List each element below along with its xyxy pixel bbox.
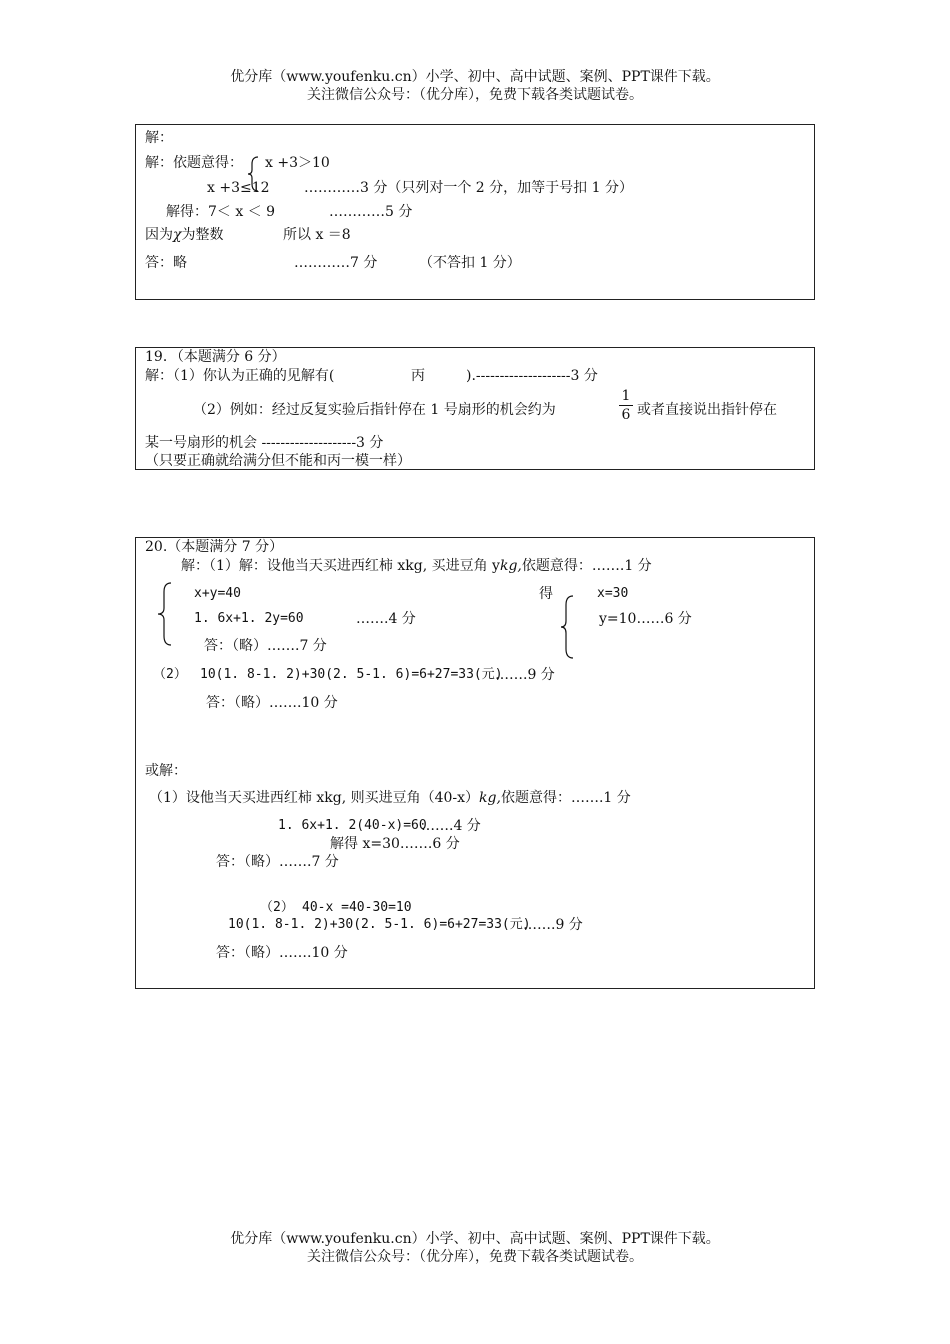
- q20-setup: 解：（1）解：设他当天买进西红柿 xkg, 买进豆角 ykg,依题意得：…….1 分: [181, 558, 652, 574]
- q20-alt-part2-calc: 40-x =40-30=10: [302, 900, 412, 915]
- q18-solution: 解得：7＜ x ＜ 9: [166, 204, 276, 220]
- q20-part2-label: （2）: [153, 667, 187, 682]
- q20-alt-answer-7: 答：（略）…….7 分: [216, 854, 339, 870]
- q20-system-eq1: x+y=40: [194, 586, 241, 601]
- q20-de: 得: [539, 586, 553, 602]
- left-brace-icon: [157, 582, 175, 646]
- left-brace-icon: [560, 595, 576, 659]
- q18-answer: 答：略: [145, 255, 187, 271]
- q18-note: （不答扣 1 分）: [419, 255, 521, 271]
- fraction-one-sixth: 1 6: [619, 388, 633, 423]
- q20-alt-setup: （1）设他当天买进西红柿 xkg, 则买进豆角（40-x）kg,依题意得：…….1 分: [149, 790, 631, 806]
- page-footer-line1: 优分库（www.youfenku.cn）小学、初中、高中试题、案例、PPT课件下载。: [230, 1231, 720, 1247]
- q20-alt-solution: 解得 x=30…….6 分: [330, 836, 460, 852]
- q20-alt-score-9: …….9 分: [523, 917, 583, 933]
- q20-alt-equation: 1. 6x+1. 2(40-x)=60: [278, 818, 427, 833]
- q18-answer-box: [135, 124, 815, 300]
- q19-title: 19．（本题满分 6 分）: [145, 349, 286, 365]
- q20-answer-10: 答：（略）…….10 分: [206, 695, 338, 711]
- q19-note: （只要正确就给满分但不能和丙一模一样）: [145, 453, 411, 469]
- q18-label: 解：: [145, 130, 173, 146]
- q18-conclusion: 所以 x ＝8: [283, 227, 351, 243]
- q20-alt-score-4: …….4 分: [421, 818, 481, 834]
- q18-intro: 解：依题意得：: [145, 155, 243, 171]
- q20-score-9: …….9 分: [495, 667, 555, 683]
- q18-score-7: …………7 分: [294, 255, 378, 271]
- q20-alt-label: 或解：: [145, 763, 187, 779]
- page-footer-line2: 关注微信公众号：（优分库），免费下载各类试题试卷。: [307, 1249, 643, 1265]
- q20-alt-answer-10: 答：（略）…….10 分: [216, 945, 348, 961]
- q20-alt-part2-label: （2）: [260, 900, 294, 915]
- q19-part2-line2: 某一号扇形的机会 --------------------3 分: [145, 435, 384, 451]
- q20-answer-7: 答：（略）…….7 分: [204, 638, 327, 654]
- q19-part2-tail: 或者直接说出指针停在: [637, 402, 777, 418]
- q20-title: 20.（本题满分 7 分）: [145, 539, 284, 555]
- q20-answer-box: [135, 537, 815, 989]
- q20-solution-x: x=30: [597, 586, 629, 601]
- q18-equation-2: x +3≤12: [207, 180, 270, 196]
- q20-alt-cost-calc: 10(1. 8-1. 2)+30(2. 5-1. 6)=6+27=33(元): [228, 917, 531, 932]
- q19-answer-box: [135, 347, 815, 470]
- page-header-line2: 关注微信公众号：（优分库），免费下载各类试题试卷。: [307, 87, 643, 103]
- q19-part1-choice: 丙: [411, 368, 425, 384]
- q18-score-3: …………3 分（只列对一个 2 分，加等于号扣 1 分）: [304, 180, 633, 196]
- page-header-line1: 优分库（www.youfenku.cn）小学、初中、高中试题、案例、PPT课件下载。: [230, 69, 720, 85]
- q18-equation-1: x +3＞10: [265, 155, 330, 171]
- q20-part2-calc: 10(1. 8-1. 2)+30(2. 5-1. 6)=6+27=33(元): [200, 667, 503, 682]
- q19-part1-lead: 解：（1）你认为正确的见解有(: [145, 368, 335, 384]
- q18-because: 因为χ为整数: [145, 227, 224, 243]
- q18-score-5: …………5 分: [329, 204, 413, 220]
- q20-system-eq2: 1. 6x+1. 2y=60: [194, 611, 304, 626]
- q19-part1-score: ).--------------------3 分: [466, 368, 598, 384]
- q20-solution-y: y=10……6 分: [599, 611, 692, 627]
- q20-score-4: …….4 分: [356, 611, 416, 627]
- q19-part2-lead: （2）例如：经过反复实验后指针停在 1 号扇形的机会约为: [193, 402, 556, 418]
